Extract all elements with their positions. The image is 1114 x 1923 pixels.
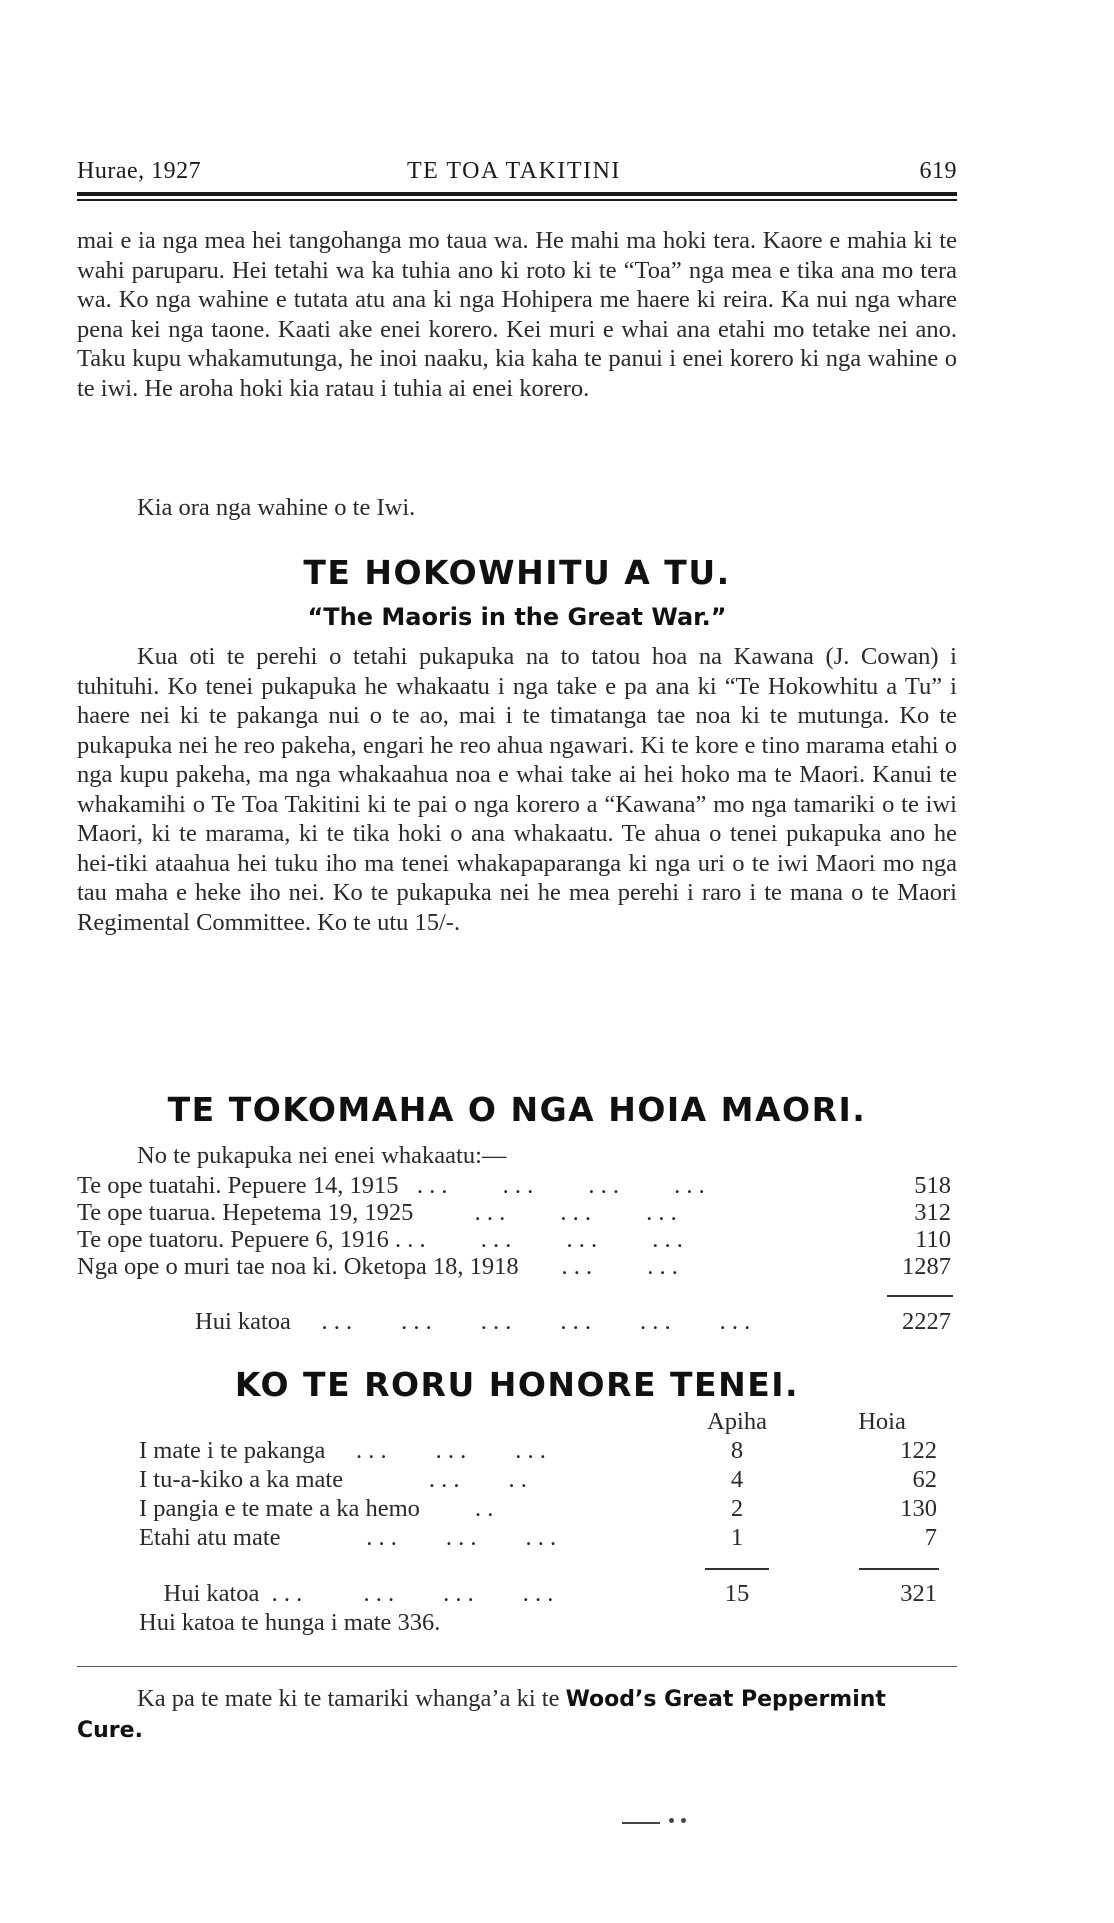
section-title-tokomaha: TE TOKOMAHA O NGA HOIA MAORI. xyxy=(167,1090,867,1129)
total-label: Hui katoa . . . . . . . . . . . . xyxy=(139,1580,554,1607)
row-hoia: 62 xyxy=(912,1466,937,1493)
end-ornament-dot xyxy=(681,1818,686,1823)
row-label: Te ope tuatahi. Pepuere 14, 1915 . . . . . . . . . . . . xyxy=(77,1172,705,1199)
section-subtitle: “The Maoris in the Great War.” xyxy=(307,603,727,631)
total-row xyxy=(77,1580,957,1609)
row-value: 312 xyxy=(914,1199,951,1226)
row-hoia: 122 xyxy=(900,1437,937,1464)
row-hoia: 130 xyxy=(900,1495,937,1522)
section-title-hokowhitu: TE HOKOWHITU A TU. xyxy=(303,553,731,592)
advert-line xyxy=(77,1684,957,1746)
intro-closing: Kia ora nga wahine o te Iwi. xyxy=(137,494,416,521)
row-apiha: 2 xyxy=(730,1495,744,1522)
honor-roll-table xyxy=(77,1408,957,1553)
row-hoia: 7 xyxy=(924,1524,937,1551)
row-label: I mate i te pakanga . . . . . . . . . xyxy=(139,1437,546,1464)
total-apiha: 15 xyxy=(724,1580,750,1607)
intro-paragraph: mai e ia nga mea hei tangohanga mo taua wa. He mahi ma hoki tera. Kaore e mahia ki te wahi paruparu. Hei tetahi wa ka tuhia ano ki roto ki te “Toa” nga mea e tika ana mo tera wa. Ko nga wahine e tutata atu ana ki nga Hohipera me haere ki reira. Ka nui nga whare pena kei nga taone. Kaati ake enei korero. Kei muri e whai ana etahi mo tetake nei ano. Taku kupu whakamutunga, he inoi naaku, kia kaha te panui i enei korero ki nga wahine o te iwi. He aroha hoki kia ratau i tuhia ai enei korero. xyxy=(77,227,957,402)
table-row xyxy=(77,1199,957,1226)
row-label: Te ope tuatoru. Pepuere 6, 1916 . . . . . . . . . . . . xyxy=(77,1226,683,1253)
total-label: Hui katoa . . . . . . . . . . . . . . . . . . xyxy=(195,1308,751,1335)
row-label: I tu-a-kiko a ka mate . . . . . xyxy=(139,1466,527,1493)
running-head xyxy=(77,158,957,186)
soldier-count-total xyxy=(77,1308,957,1335)
header-rule-thin xyxy=(77,199,957,201)
col-header-hoia: Hoia xyxy=(858,1408,906,1435)
sum-rule-apiha xyxy=(705,1568,769,1570)
table-row xyxy=(77,1466,957,1495)
total-row xyxy=(77,1308,957,1335)
row-apiha: 4 xyxy=(730,1466,744,1493)
section-divider xyxy=(77,1666,957,1667)
col-header-apiha: Apiha xyxy=(707,1408,767,1435)
table-row xyxy=(77,1172,957,1199)
issue-date: Hurae, 1927 xyxy=(77,158,202,184)
end-ornament-dot xyxy=(669,1818,674,1823)
sum-rule-hoia xyxy=(859,1568,939,1570)
sum-rule xyxy=(887,1295,953,1297)
header-rule-thick xyxy=(77,192,957,196)
row-apiha: 8 xyxy=(730,1437,744,1464)
table-row xyxy=(77,1495,957,1524)
total-hoia: 321 xyxy=(900,1580,937,1607)
row-value: 518 xyxy=(914,1172,951,1199)
soldier-count-table xyxy=(77,1172,957,1280)
table-row xyxy=(77,1253,957,1280)
row-label: I pangia e te mate a ka hemo . . xyxy=(139,1495,494,1522)
row-value: 1287 xyxy=(902,1253,951,1280)
row-label: Etahi atu mate . . . . . . . . . xyxy=(139,1524,557,1551)
page-number: 619 xyxy=(919,158,957,184)
advert-text: Ka pa te mate ki te tamariki whanga’a ki te xyxy=(137,1685,560,1712)
row-label: Te ope tuarua. Hepetema 19, 1925 . . . . . . . . . xyxy=(77,1199,677,1226)
row-value: 110 xyxy=(915,1226,951,1253)
section-title-roru-honore: KO TE RORU HONORE TENEI. xyxy=(234,1365,800,1404)
advert-product: Wood’s Great Peppermint Cure. xyxy=(77,1687,886,1743)
honor-header-row xyxy=(77,1408,957,1437)
row-label: Nga ope o muri tae noa ki. Oketopa 18, 1918 . . . . . . xyxy=(77,1253,678,1280)
section1-paragraph: Kua oti te perehi o tetahi pukapuka na to tatou hoa na Kawana (J. Cowan) i tuhituhi. Ko tenei pukapuka he whakaatu i nga take e pa ana ki “Te Hokowhitu a Tu” i haere nei ki te pakanga nui o te ao, mai i te timatanga tae noa ki te mutunga. Ko te pukapuka nei he reo pakeha, engari he reo ahua ngawari. Ki te kore e tino marama etahi o nga kupu pakeha, ma nga whakaahua noa e whai take ai hei hoko ma te Maori. Kanui te whakamihi o Te Toa Takitini ki te pai o nga korero a “Kawana” mo nga tamariki o te iwi Maori, ki te marama, ki te tika hoki o ana whakaatu. Te ahua o tenei pukapuka ano he hei-tiki ataahua hei tuku iho ma tenei whakapaparanga ki nga uri o te iwi Maori mo nga tau maha e heke iho nei. Ko te pukapuka nei he mea perehi i raro i te mana o te Maori Regimental Committee. Ko te utu 15/-. xyxy=(77,643,957,936)
table-row xyxy=(77,1226,957,1253)
total-value: 2227 xyxy=(902,1308,951,1335)
row-apiha: 1 xyxy=(730,1524,744,1551)
honor-roll-total xyxy=(77,1580,957,1638)
table-row xyxy=(77,1524,957,1553)
publication-title: TE TOA TAKITINI xyxy=(407,158,621,184)
grand-total-text: Hui katoa te hunga i mate 336. xyxy=(139,1609,441,1636)
table-row xyxy=(77,1437,957,1466)
grand-total-row xyxy=(77,1609,957,1638)
end-ornament-rule xyxy=(622,1822,660,1824)
section2-intro: No te pukapuka nei enei whakaatu:— xyxy=(137,1142,507,1169)
